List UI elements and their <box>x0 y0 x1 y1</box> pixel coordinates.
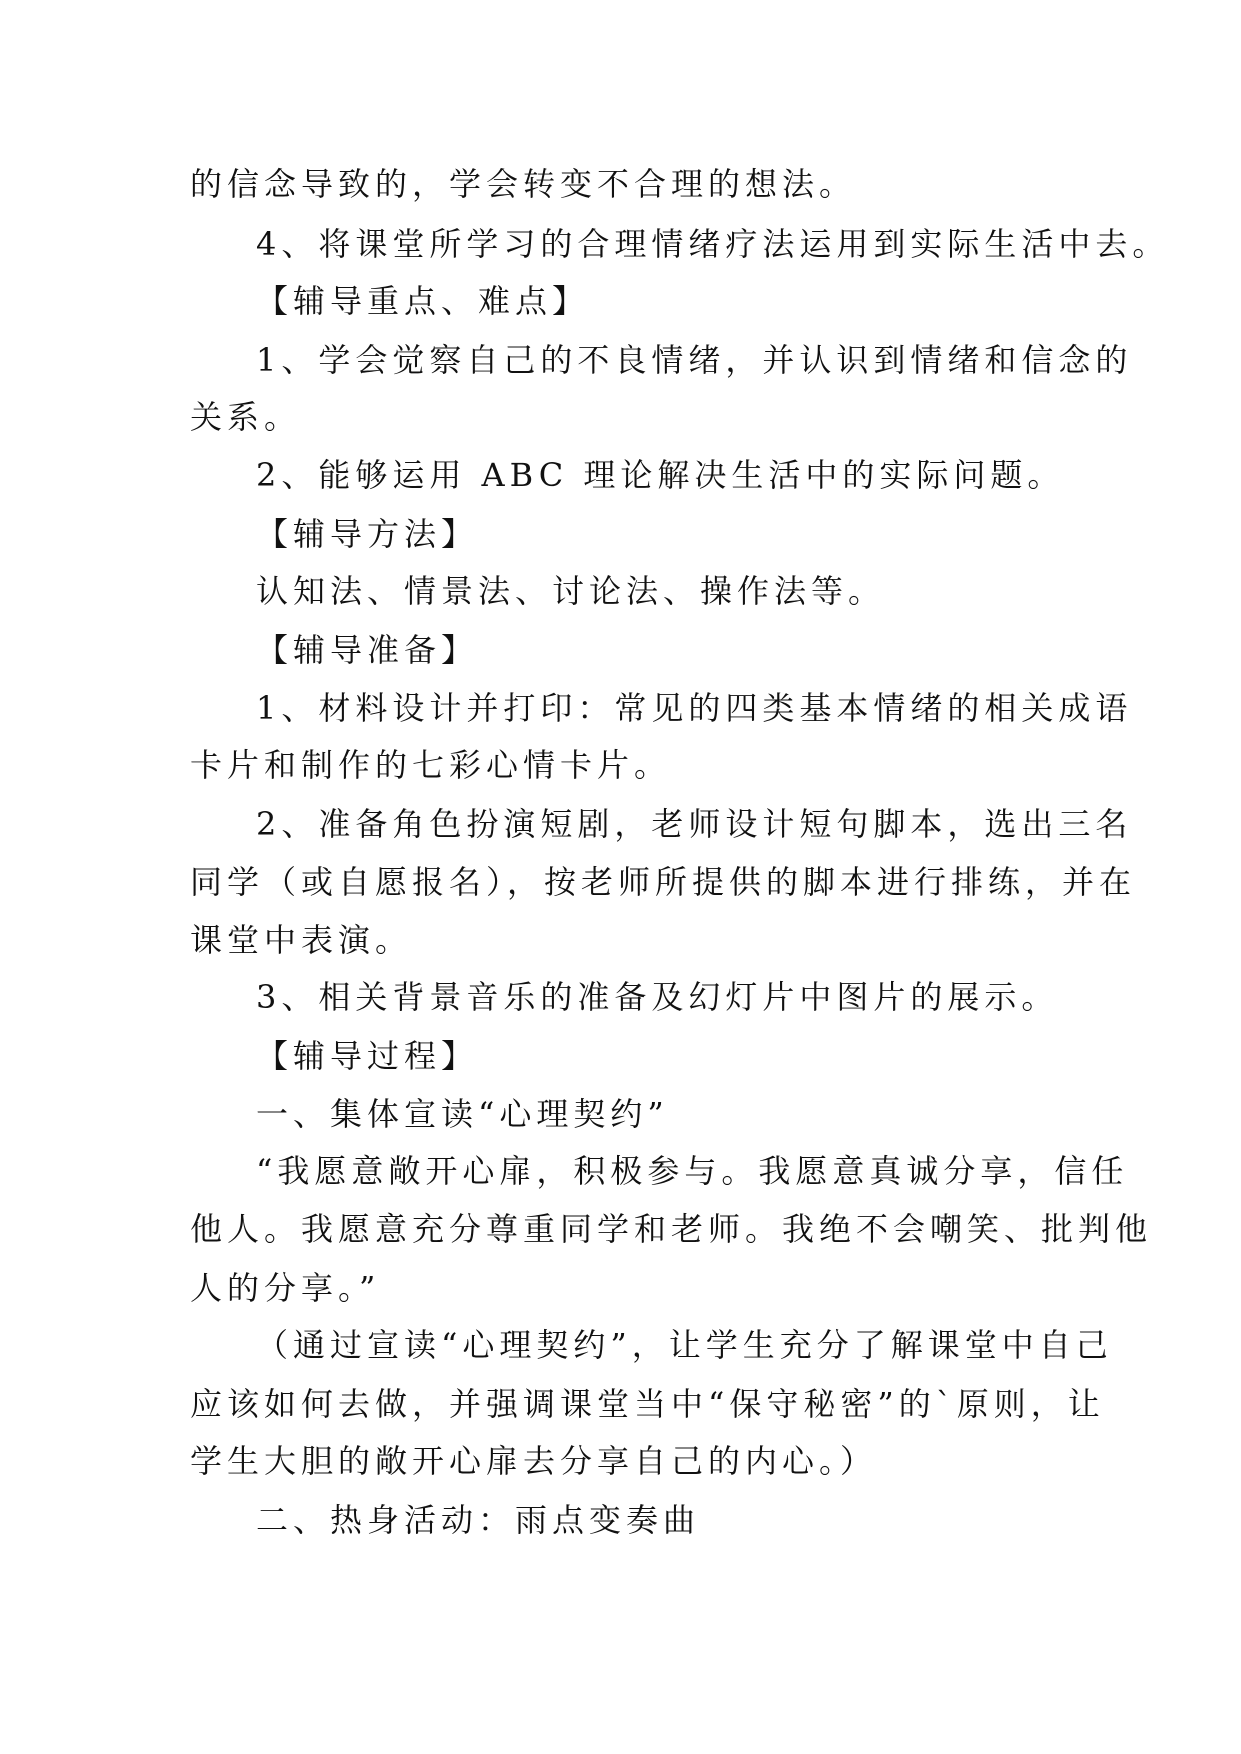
text-line: 4、将课堂所学习的合理情绪疗法运用到实际生活中去。 <box>256 225 1170 263</box>
text-line: 课堂中表演。 <box>190 921 413 959</box>
text-line: 关系。 <box>190 398 302 436</box>
text-line: “我愿意敞开心扉，积极参与。我愿意真诚分享，信任 <box>256 1152 1129 1190</box>
section-heading: 【辅导方法】 <box>256 515 479 553</box>
text-line: 二、热身活动：雨点变奏曲 <box>256 1501 701 1539</box>
text-line: 1、材料设计并打印：常见的四类基本情绪的相关成语 <box>256 689 1133 727</box>
text-line: 应该如何去做，并强调课堂当中“保守秘密”的`原则，让 <box>190 1385 1105 1423</box>
text-line: 同学（或自愿报名），按老师所提供的脚本进行排练，并在 <box>190 863 1137 901</box>
text-line: 3、相关背景音乐的准备及幻灯片中图片的展示。 <box>256 978 1059 1016</box>
text-line: 卡片和制作的七彩心情卡片。 <box>190 746 672 784</box>
text-line: 2、能够运用 ABC 理论解决生活中的实际问题。 <box>256 456 1065 494</box>
text-line: 2、准备角色扮演短剧，老师设计短句脚本，选出三名 <box>256 805 1133 843</box>
text-line: 学生大胆的敞开心扉去分享自己的内心。） <box>190 1442 878 1480</box>
text-line: 他人。我愿意充分尊重同学和老师。我绝不会嘲笑、批判他 <box>190 1210 1153 1248</box>
section-heading: 【辅导重点、难点】 <box>256 282 590 320</box>
text-line: 人的分享。” <box>190 1269 381 1307</box>
text-line: 一、集体宣读“心理契约” <box>256 1095 669 1133</box>
text-line: 认知法、情景法、讨论法、操作法等。 <box>256 572 886 610</box>
section-heading: 【辅导过程】 <box>256 1037 479 1075</box>
text-line: 的信念导致的，学会转变不合理的想法。 <box>190 165 857 203</box>
text-line: （通过宣读“心理契约”，让学生充分了解课堂中自己 <box>256 1326 1113 1364</box>
text-line: 1、学会觉察自己的不良情绪，并认识到情绪和信念的 <box>256 341 1133 379</box>
section-heading: 【辅导准备】 <box>256 631 479 669</box>
